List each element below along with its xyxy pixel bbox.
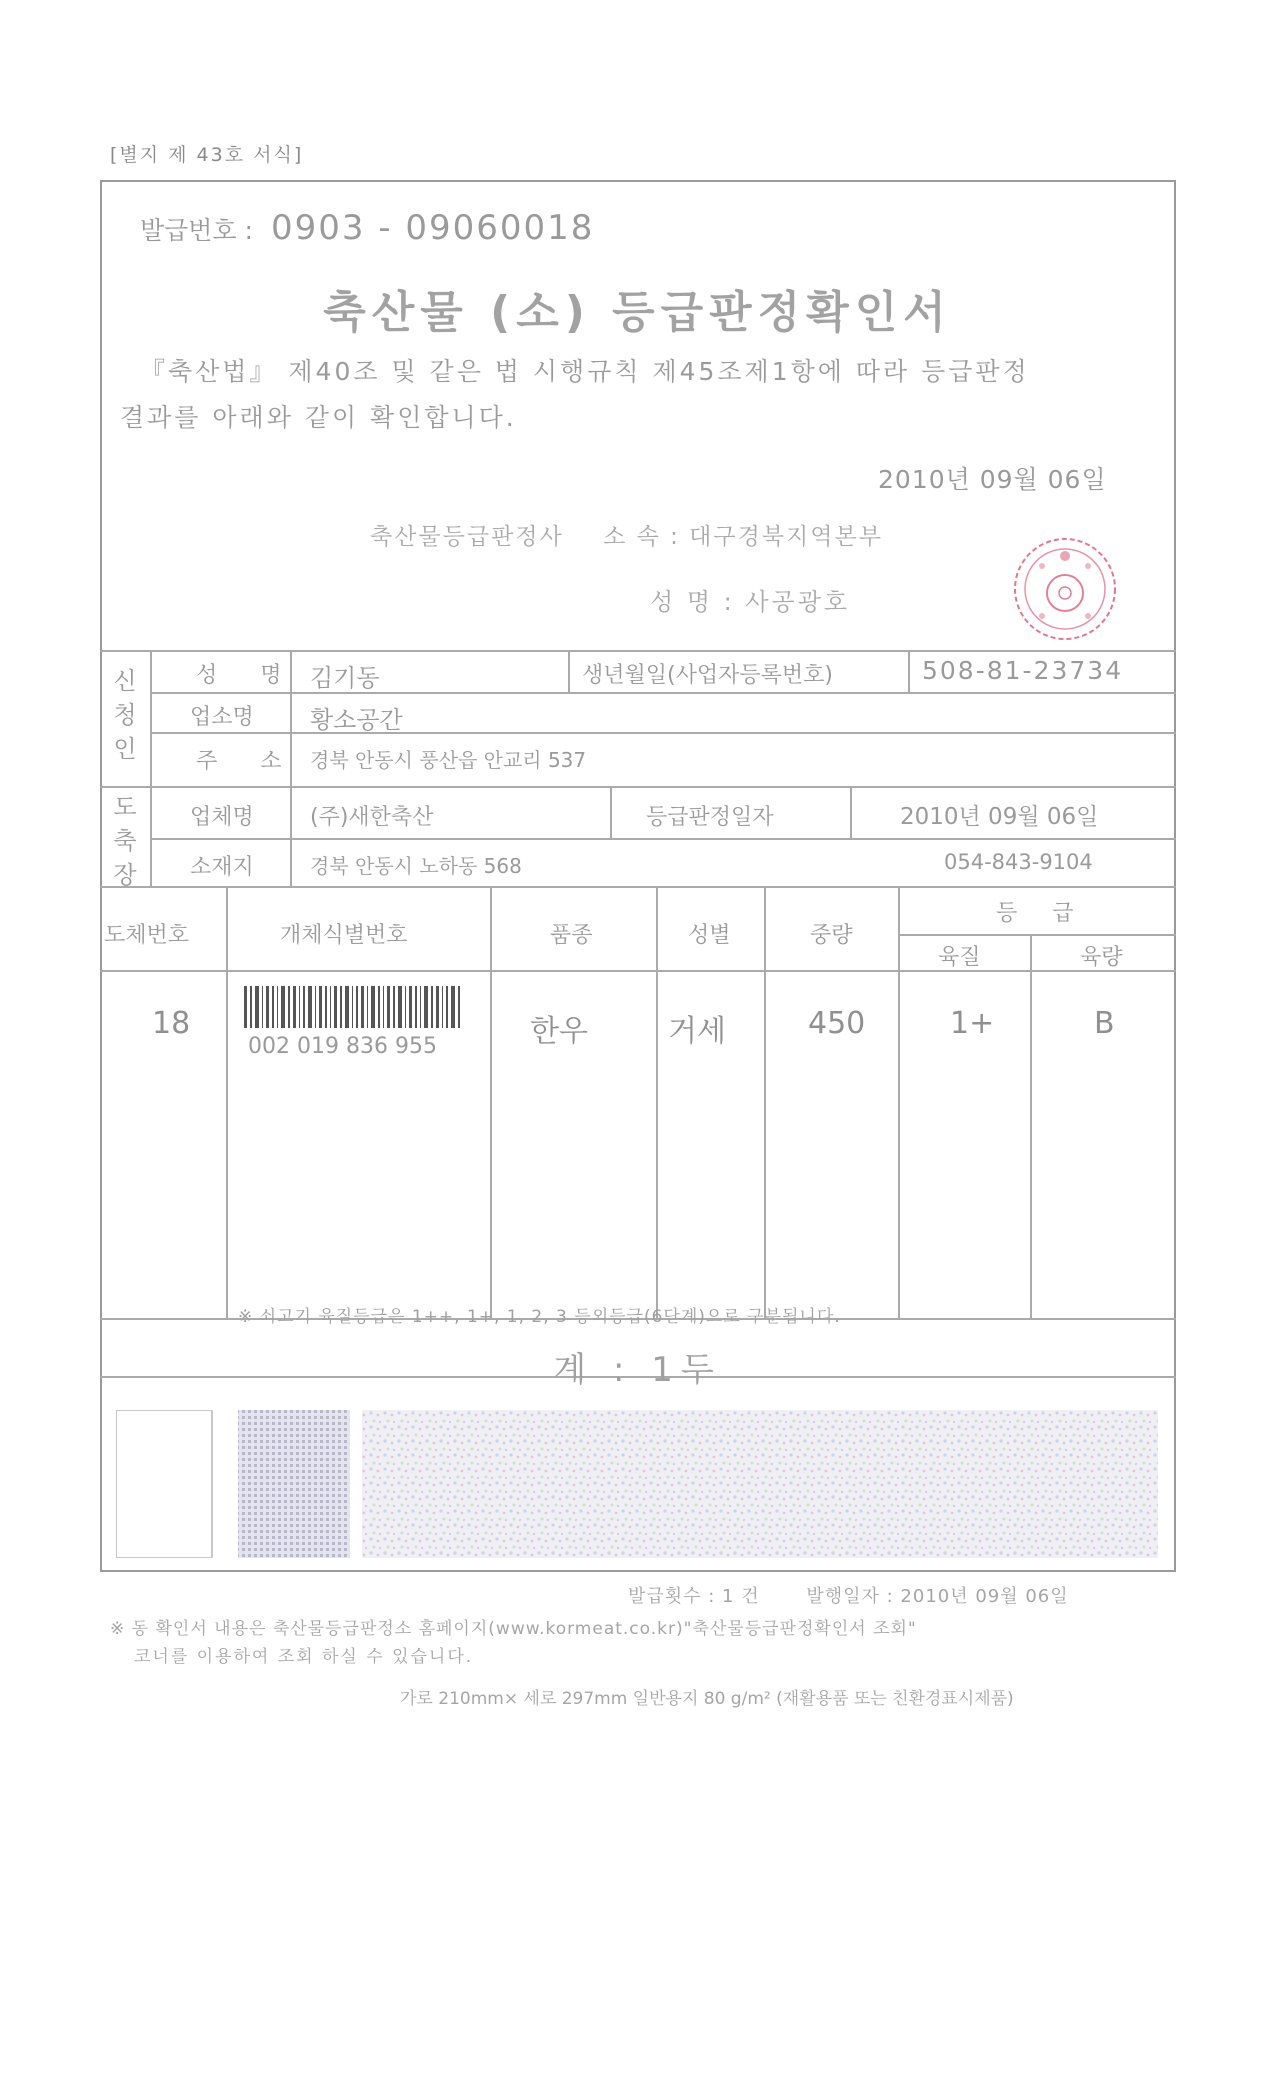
form-label: [별지 제 43호 서식] — [110, 144, 304, 166]
meat-quality-value: 1+ — [950, 1006, 995, 1041]
grader-label: 축산물등급판정사 — [370, 524, 564, 550]
statement-line-2: 결과를 아래와 같이 확인합니다. — [120, 403, 517, 432]
certificate-date: 2010년 09월 06일 — [878, 465, 1107, 494]
footer-issue-info — [628, 1582, 1069, 1608]
grader-affiliation: 소 속 : 대구경북지역본부 — [603, 524, 883, 550]
rule-slaughter-top — [100, 786, 1176, 788]
col-meat-quality: 육질 — [938, 945, 981, 970]
rule-grade-sub — [898, 934, 1176, 936]
security-pattern — [116, 1410, 1162, 1558]
rule-grade-col1 — [226, 886, 228, 1318]
col-meat-yield: 육량 — [1080, 945, 1123, 970]
rule-section-col — [150, 650, 152, 886]
rule-row-4 — [150, 838, 1176, 840]
footer-paper-spec: 가로 210mm× 세로 297mm 일반용지 80 g/m² (재활용품 또는 친환경표시제품) — [400, 1689, 1014, 1709]
grader-line — [370, 518, 883, 551]
rule-name-col — [568, 650, 570, 692]
footer-copies: 발급횟수 : 1 건 — [628, 1586, 760, 1607]
rule-grade-col4 — [764, 886, 766, 1318]
sex-value: 거세 — [668, 1014, 726, 1049]
grading-date-label: 등급판정일자 — [646, 805, 774, 830]
footer-issued-date: 발행일자 : 2010년 09월 06일 — [806, 1586, 1069, 1607]
rule-grade-col6 — [1030, 934, 1032, 1318]
id-no-value: 002 019 836 955 — [248, 1034, 437, 1059]
applicant-address: 경북 안동시 풍산읍 안교리 537 — [310, 748, 587, 772]
applicant-section-label: 신 청 인 — [113, 667, 137, 763]
grader-name: 성 명 : 사공광호 — [650, 588, 851, 616]
slaughterhouse-name-label: 업체명 — [190, 805, 254, 830]
rule-row-2 — [150, 732, 1176, 734]
rule-grade-header — [100, 970, 1176, 972]
rule-applicant-top — [100, 650, 1176, 652]
grade-note: ※ 쇠고기 육질등급은 1++, 1+, 1, 2, 3 등외등급(6단계)으로 구분됩니다. — [238, 1307, 841, 1327]
official-seal — [1012, 536, 1118, 642]
statement-line-1: 『축산법』 제40조 및 같은 법 시행규칙 제45조제1항에 따라 등급판정 — [140, 357, 1030, 386]
applicant-name: 김기동 — [310, 664, 380, 692]
slaughterhouse-section-label: 도 축 장 — [113, 793, 137, 889]
footer-notice-2: 코너를 이용하여 조회 하실 수 있습니다. — [134, 1647, 474, 1667]
total-label: 계 : — [553, 1350, 633, 1390]
breed-value: 한우 — [530, 1014, 588, 1049]
total-count — [0, 1342, 1275, 1391]
col-grade: 등 급 — [996, 901, 1088, 926]
applicant-reg-no: 508-81-23734 — [922, 656, 1124, 685]
rule-row-1 — [150, 692, 1176, 694]
rule-grade-col2 — [490, 886, 492, 1318]
slaughterhouse-name: (주)새한축산 — [310, 805, 434, 830]
applicant-biz-label: 업소명 — [190, 705, 254, 730]
col-carcass-no: 도체번호 — [104, 923, 190, 948]
grading-date: 2010년 09월 06일 — [900, 804, 1099, 830]
footer-notice-1: ※ 동 확인서 내용은 축산물등급판정소 홈페이지(www.kormeat.co.kr)"축산물등급판정확인서 조회" — [110, 1619, 917, 1639]
issue-number — [140, 208, 594, 248]
barcode-image — [244, 986, 464, 1028]
rule-sl-col1 — [610, 786, 612, 838]
page-title: 축산물 (소) 등급판정확인서 — [323, 287, 952, 338]
rule-grade-top — [100, 886, 1176, 888]
issue-number-label: 발급번호 : — [140, 216, 253, 245]
total-value: 1두 — [651, 1350, 722, 1390]
col-breed: 품종 — [550, 923, 593, 948]
issue-number-value: 0903 - 09060018 — [270, 208, 595, 248]
slaughterhouse-loc-label: 소재지 — [190, 855, 254, 880]
col-weight: 중량 — [810, 923, 853, 948]
rule-reg-col — [908, 650, 910, 692]
col-sex: 성별 — [688, 923, 731, 948]
applicant-name-label: 성 명 — [196, 663, 300, 688]
applicant-addr-label: 주 소 — [196, 749, 300, 774]
applicant-biz-name: 황소공간 — [310, 706, 403, 734]
carcass-no-value: 18 — [152, 1006, 191, 1041]
applicant-reg-label: 생년월일(사업자등록번호) — [582, 663, 833, 688]
slaughterhouse-phone: 054-843-9104 — [944, 850, 1093, 874]
rule-sl-col2 — [850, 786, 852, 838]
meat-yield-value: B — [1094, 1006, 1115, 1041]
rule-grade-col3 — [656, 886, 658, 1318]
slaughterhouse-location: 경북 안동시 노하동 568 — [310, 854, 522, 878]
col-id-no: 개체식별번호 — [280, 923, 408, 948]
rule-grade-col5 — [898, 886, 900, 1318]
weight-value: 450 — [808, 1006, 866, 1041]
